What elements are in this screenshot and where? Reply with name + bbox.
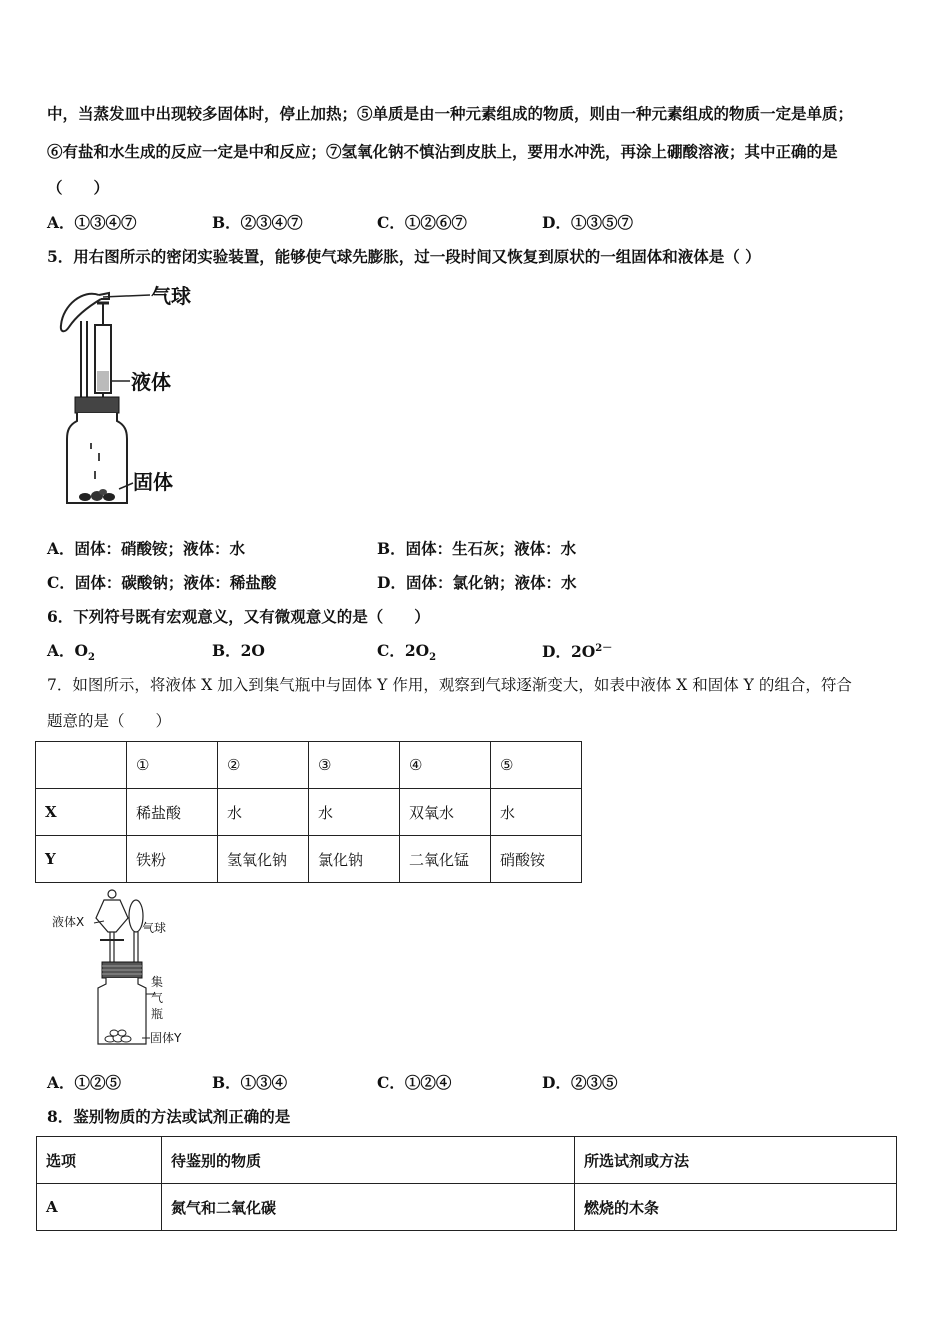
q5-stopper xyxy=(75,397,119,413)
q7-stem-1: 7．如图所示，将液体 X 加入到集气瓶中与固体 Y 作用，观察到气球逐渐变大，如表中液体 X 和固体 Y 的组合，符合 xyxy=(47,676,852,694)
q7-table-cell: 二氧化锰 xyxy=(400,836,491,883)
q7-table-header-row xyxy=(36,742,582,789)
q7-option-b[interactable]: B．①③④ xyxy=(212,1073,288,1092)
q7-label-liquid: 液体X xyxy=(52,915,85,929)
q7-table-cell: 水 xyxy=(309,789,400,836)
q7-table-cell: 硝酸铵 xyxy=(491,836,582,883)
q5-option-d[interactable]: D．固体：氯化钠；液体：水 xyxy=(377,573,577,592)
q7-table-row-y xyxy=(36,836,582,883)
q7-option-c[interactable]: C．①②④ xyxy=(377,1073,452,1092)
q5-bottle xyxy=(67,413,127,503)
q7-option-d[interactable]: D．②③⑤ xyxy=(542,1073,618,1092)
q8-header-cell: 选项 xyxy=(37,1137,162,1184)
q5-apparatus-figure xyxy=(55,283,195,511)
q7-label-bottle-2: 气 xyxy=(151,991,164,1005)
q7-table-cell: 双氧水 xyxy=(400,789,491,836)
q7-stem-2: 题意的是（ ） xyxy=(47,712,172,730)
q4-option-c[interactable]: C．①②⑥⑦ xyxy=(377,213,467,232)
q6-option-d[interactable]: D．$2O^{2-}$ xyxy=(542,642,613,662)
q5-option-a[interactable]: A．固体：硝酸铵；液体：水 xyxy=(47,539,246,558)
q8-stem: 8．鉴别物质的方法或试剂正确的是 xyxy=(47,1107,291,1126)
q7-header-cell xyxy=(36,742,127,789)
q4-answer-blank: （ ） xyxy=(47,178,110,197)
q7-label-solid: 固体Y xyxy=(150,1031,182,1045)
q7-table-row-x xyxy=(36,789,582,836)
q8-table-cell: A xyxy=(37,1184,162,1231)
q7-table-cell: 水 xyxy=(218,789,309,836)
q7-table-cell: 氯化钠 xyxy=(309,836,400,883)
q7-separatory-funnel xyxy=(96,900,128,932)
q6-option-c[interactable]: C．$2O_2$ xyxy=(377,641,437,664)
q7-row-label: X xyxy=(36,789,127,836)
q4-option-b[interactable]: B．②③④⑦ xyxy=(212,213,303,232)
q6-option-b[interactable]: B．2O xyxy=(212,641,265,660)
q5-label-solid: 固体 xyxy=(133,470,173,494)
q7-option-a[interactable]: A．①②⑤ xyxy=(47,1073,122,1092)
q5-option-b[interactable]: B．固体：生石灰；液体：水 xyxy=(377,539,577,558)
q7-label-bottle-3: 瓶 xyxy=(151,1007,164,1021)
q7-header-cell: ⑤ xyxy=(491,742,582,789)
q7-row-label: Y xyxy=(36,836,127,883)
q8-table-cell: 氮气和二氧化碳 xyxy=(162,1184,575,1231)
q7-table-cell: 铁粉 xyxy=(127,836,218,883)
q7-table-cell: 水 xyxy=(491,789,582,836)
q5-label-balloon: 气球 xyxy=(151,284,191,308)
q7-table-cell: 稀盐酸 xyxy=(127,789,218,836)
q7-table xyxy=(35,741,582,883)
q6-stem: 6．下列符号既有宏观意义，又有微观意义的是（ ） xyxy=(47,607,430,626)
q8-header-cell: 所选试剂或方法 xyxy=(575,1137,897,1184)
q5-label-liquid: 液体 xyxy=(131,370,171,394)
q7-header-cell: ① xyxy=(127,742,218,789)
q5-option-c[interactable]: C．固体：碳酸钠；液体：稀盐酸 xyxy=(47,573,277,592)
q7-label-bottle-1: 集 xyxy=(151,975,164,989)
q7-label-balloon: 气球 xyxy=(142,921,167,935)
q7-header-cell: ② xyxy=(218,742,309,789)
q7-header-cell: ③ xyxy=(309,742,400,789)
q8-table xyxy=(36,1136,897,1231)
q7-table-cell: 氢氧化钠 xyxy=(218,836,309,883)
q4-line-1: 中，当蒸发皿中出现较多固体时，停止加热；⑤单质是由一种元素组成的物质，则由一种元素组成的物质一定是单质； xyxy=(47,104,854,123)
q8-header-cell: 待鉴别的物质 xyxy=(162,1137,575,1184)
q6-option-a[interactable]: A．$O_2$ xyxy=(47,641,96,664)
q8-table-header-row xyxy=(37,1137,897,1184)
q7-header-cell: ④ xyxy=(400,742,491,789)
q4-option-a[interactable]: A．①③④⑦ xyxy=(47,213,137,232)
q7-balloon xyxy=(129,900,143,932)
q4-line-2: ⑥有盐和水生成的反应一定是中和反应；⑦氢氧化钠不慎沾到皮肤上，要用水冲洗，再涂上硼酸溶液；其中正确的是 xyxy=(47,142,838,161)
q8-table-row xyxy=(37,1184,897,1231)
q7-apparatus-figure xyxy=(52,888,202,1050)
q8-table-cell: 燃烧的木条 xyxy=(575,1184,897,1231)
q4-option-d[interactable]: D．①③⑤⑦ xyxy=(542,213,633,232)
q5-stem: 5．用右图所示的密闭实验装置，能够使气球先膨胀，过一段时间又恢复到原状的一组固体和液体是（ ） xyxy=(47,247,761,266)
